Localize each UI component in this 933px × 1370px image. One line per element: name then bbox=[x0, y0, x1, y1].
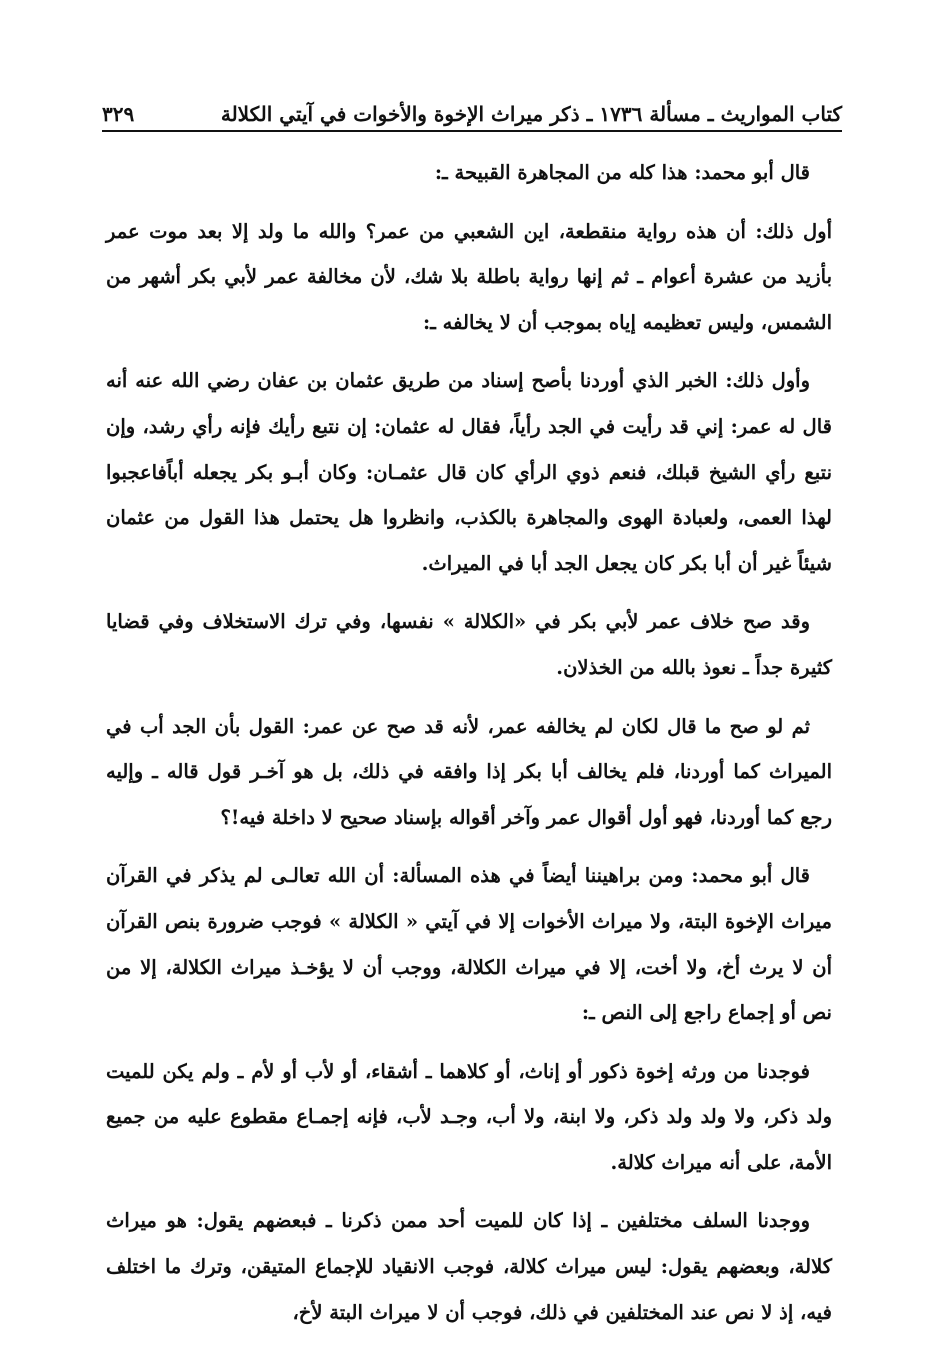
header-rule bbox=[102, 130, 842, 132]
page-number: ٣٢٩ bbox=[102, 102, 135, 126]
running-header bbox=[102, 84, 842, 124]
paragraph: وأول ذلك: الخبر الذي أوردنا بأصح إسناد من طريق عثمان بن عفان رضي الله عنه أنه قال له عمر: إني قد رأيت في الجد رأياً، فقال له عثمان: إن نتبع رأيك فإنه رأي رشد، وإن نتبع رأي الشيخ قبلك، فنعم ذوي الرأي كان قال عثمـان: وكان أبـو بكر يجعله أباًفاعجبوا لهذا العمى، ولعبادة الهوى والمجاهرة بالكذب، وانظروا هل يحتمل هذا القول من عثمان شيئاً غير أن أبا بكر كان يجعل الجد أبا في الميراث. bbox=[106, 369, 832, 575]
body-text bbox=[106, 150, 832, 1348]
paragraph: قال أبو محمد: هذا كله من المجاهرة القبيحة ـ: bbox=[434, 161, 810, 184]
paragraph: فوجدنا من ورثه إخوة ذكور أو إناث، أو كلاهما ـ أشقاء، أو لأب أو لأم ـ ولم يكن للميت ولد ذكر، ولا ولد ولد ذكر، ولا ابنة، ولا أب، وجـد لأب، فإنه إجمـاع مقطوع عليه من جميع الأمة، على أنه ميراث كلالة. bbox=[106, 1059, 832, 1174]
paragraph: قال أبو محمد: ومن براهيننا أيضاً في هذه المسألة: أن الله تعالـى لم يذكر في القرآن ميراث الإخوة البتة، ولا ميراث الأخوات إلا في آيتي « الكلالة » فوجب ضرورة بنص القرآن أن لا يرث أخ، ولا أخت، إلا في ميراث الكلالة، ووجب أن لا يؤخـذ ميراث الكلالة، إلا من نص أو إجماع راجع إلى النص ـ: bbox=[106, 864, 832, 1025]
paragraph: ووجدنا السلف مختلفين ـ إذا كان للميت أحد ممن ذكرنا ـ فبعضهم يقول: هو ميراث كلالة، وبعضهم يقول: ليس ميراث كلالة، فوجب الانقياد للإجماع المتيقن، وترك ما اختلف فيه، إذ لا نص عند المختلفين في ذلك، فوجب أن لا ميراث البتة لأخ، bbox=[106, 1209, 832, 1324]
paragraph: وقد صح خلاف عمر لأبي بكر في «الكلالة » نفسها، وفي ترك الاستخلاف وفي قضايا كثيرة جداً ـ نعوذ بالله من الخذلان. bbox=[106, 610, 832, 679]
paragraph: ثم لو صح ما قال لكان لم يخالفه عمر، لأنه قد صح عن عمر: القول بأن الجد أب في الميراث كما أوردنا، فلم يخالف أبا بكر إذا وافقه في ذلك، بل هو آخـر قول قاله ـ وإليه رجع كما أوردنا، فهو أول أقوال عمر وآخر أقواله بإسناد صحيح لا داخلة فيه!؟ bbox=[106, 714, 832, 829]
header-title: كتاب المواريث ـ مسألة ١٧٣٦ ـ ذكر ميراث الإخوة والأخوات في آيتي الكلالة bbox=[220, 102, 842, 126]
paragraph: أول ذلك: أن هذه رواية منقطعة، اين الشعبي من عمر؟ والله ما ولد إلا بعد موت عمر بأزيد من عشرة أعوام ـ ثم إنها رواية باطلة بلا شك، لأن مخالفة عمر لأبي بكر أشهر من الشمس، وليس تعظيمه إياه بموجب أن لا يخالفه ـ: bbox=[106, 219, 832, 334]
